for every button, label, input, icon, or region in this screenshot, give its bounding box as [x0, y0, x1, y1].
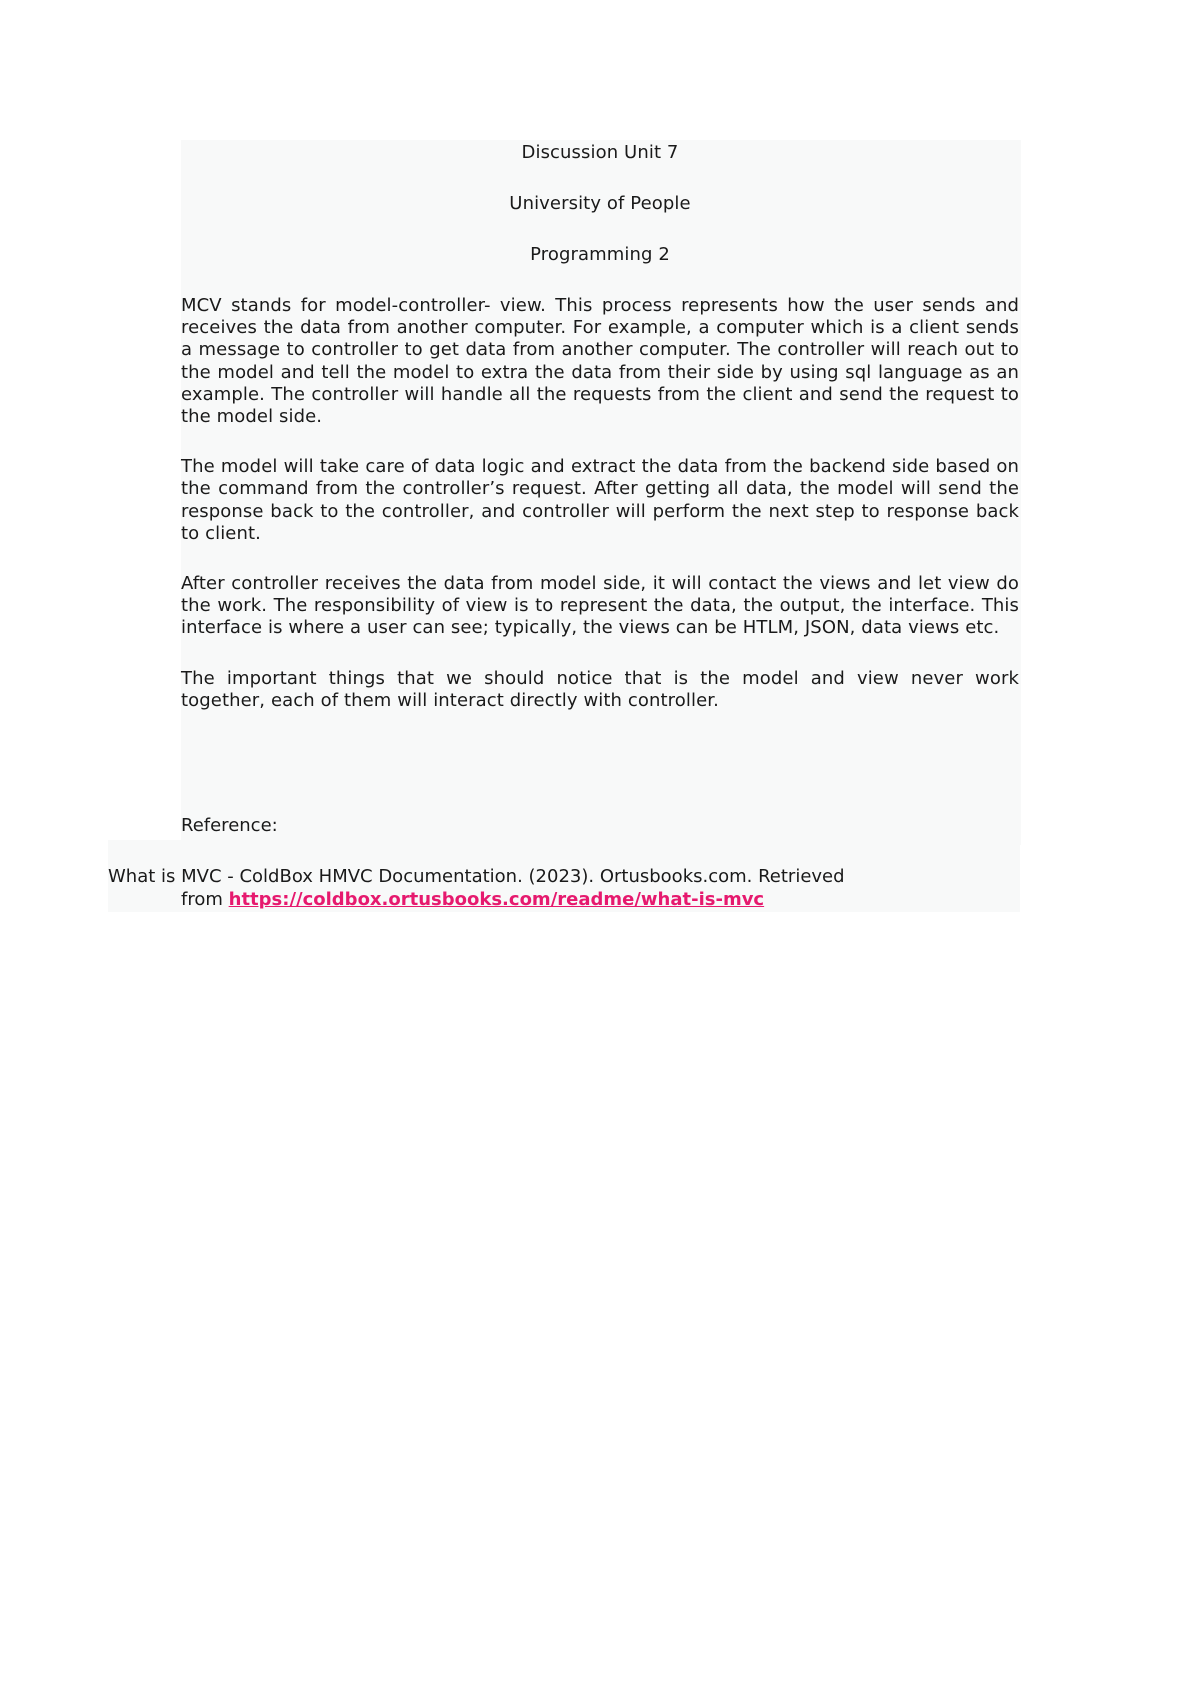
reference-from-text: from — [181, 888, 223, 910]
reference-label: Reference: — [181, 815, 278, 836]
reference-citation: What is MVC - ColdBox HMVC Documentation. (2023). Ortusbooks.com. Retrieved — [108, 866, 845, 887]
document-body — [181, 142, 1019, 740]
reference-entry — [108, 866, 1008, 911]
paragraph-1: MCV stands for model-controller- view. This process represents how the user sends and receives the data from another computer. For example, a computer which is a client sends a message to controller to get data from another computer. The controller will reach out to the model and tell the model to extra the data from their side by using sql language as an example. The controller will handle all the requests from the client and send the request to the model side. — [181, 295, 1019, 428]
paragraph-4: The important things that we should notice that is the model and view never work together, each of them will interact directly with controller. — [181, 667, 1019, 711]
reference-link[interactable]: https://coldbox.ortusbooks.com/readme/what-is-mvc — [228, 888, 765, 910]
document-title: Discussion Unit 7 — [521, 142, 679, 163]
reference-source-line — [108, 889, 764, 912]
paragraph-2: The model will take care of data logic and extract the data from the backend side based on the command from the controller’s request. After getting all data, the model will send the response back to the controller, and controller will perform the next step to response back to client. — [181, 456, 1019, 544]
course-name: Programming 2 — [530, 244, 670, 265]
paragraph-3: After controller receives the data from model side, it will contact the views and let view do the work. The responsibility of view is to represent the data, the output, the interface. This interface is where a user can see; typically, the views can be HTLM, JSON, data views etc. — [181, 573, 1019, 639]
institution-name: University of People — [509, 193, 691, 214]
